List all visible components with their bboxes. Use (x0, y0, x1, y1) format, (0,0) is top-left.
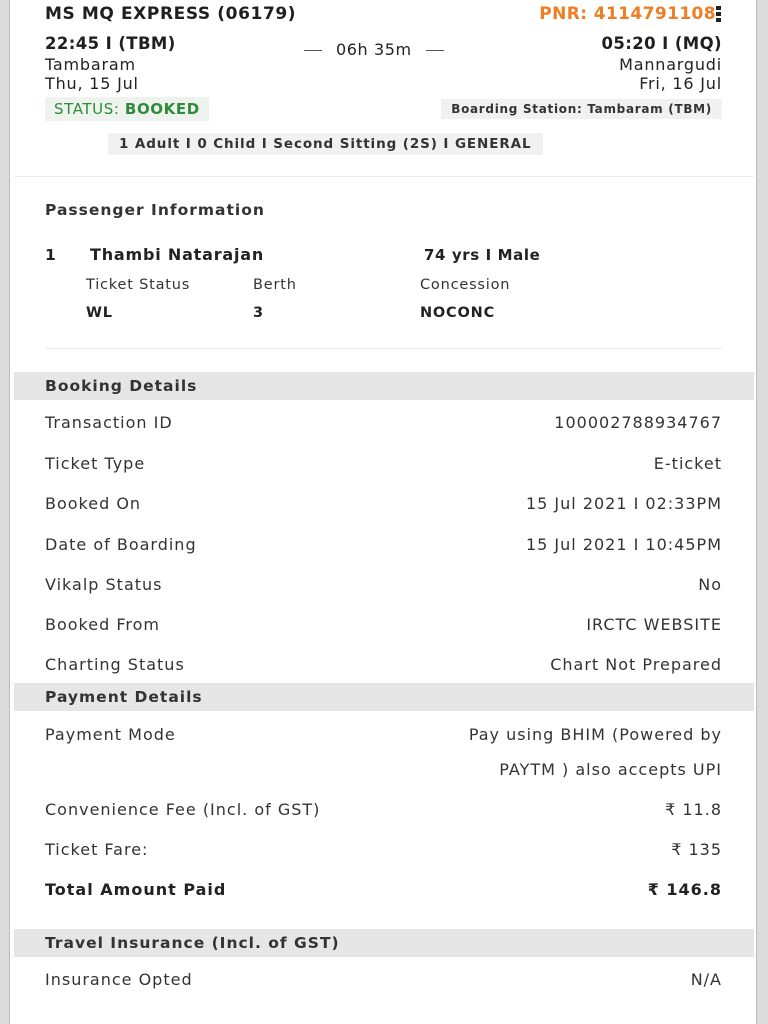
screen-left-edge (0, 0, 10, 1024)
total-amount-value: ₹ 146.8 (647, 880, 722, 899)
duration-text: 06h 35m (336, 40, 412, 59)
arrival-date: Fri, 16 Jul (639, 74, 722, 93)
passenger-summary: 1 Adult I 0 Child I Second Sitting (2S) I GENERAL (108, 133, 543, 155)
concession-value: NOCONC (420, 305, 496, 321)
status-label: STATUS: (54, 100, 120, 118)
divider (45, 348, 722, 349)
convenience-fee-value: ₹ 11.8 (665, 800, 722, 819)
booked-from-value: IRCTC WEBSITE (586, 615, 722, 634)
booked-from-label: Booked From (45, 615, 160, 634)
journey-duration (290, 40, 458, 59)
booked-on-value: 15 Jul 2021 I 02:33PM (525, 494, 722, 513)
more-options-icon[interactable] (716, 6, 721, 24)
berth-header: Berth (253, 277, 297, 293)
passenger-age-gender: 74 yrs I Male (424, 246, 541, 264)
charting-status-label: Charting Status (45, 655, 185, 674)
departure-date: Thu, 15 Jul (45, 74, 139, 93)
convenience-fee-label: Convenience Fee (Incl. of GST) (45, 800, 321, 819)
vikalp-status-label: Vikalp Status (45, 575, 163, 594)
concession-header: Concession (420, 277, 511, 293)
arrival-time: 05:20 I (MQ) (601, 34, 722, 53)
payment-mode-label: Payment Mode (45, 725, 176, 744)
departure-time: 22:45 I (TBM) (45, 34, 176, 53)
insurance-header (14, 929, 754, 957)
passenger-section-title: Passenger Information (45, 201, 265, 219)
insurance-opted-value: N/A (690, 970, 722, 989)
payment-mode-value-line1: Pay using BHIM (Powered by (468, 725, 722, 744)
departure-station: Tambaram (45, 55, 136, 74)
ticket-status-value: WL (86, 305, 113, 321)
charting-status-value: Chart Not Prepared (550, 655, 722, 674)
vikalp-status-value: No (698, 575, 722, 594)
arrival-station: Mannargudi (619, 55, 722, 74)
divider (14, 176, 754, 177)
status-badge (45, 97, 209, 121)
ticket-type-label: Ticket Type (45, 454, 146, 473)
ticket-fare-value: ₹ 135 (671, 840, 722, 859)
passenger-index: 1 (45, 246, 56, 264)
boarding-station: Boarding Station: Tambaram (TBM) (441, 99, 722, 119)
booking-details-title: Booking Details (45, 377, 198, 395)
booking-details-header (14, 372, 754, 400)
passenger-name: Thambi Natarajan (90, 245, 265, 264)
date-of-boarding-label: Date of Boarding (45, 535, 197, 554)
ticket-status-header: Ticket Status (86, 277, 191, 293)
insurance-title: Travel Insurance (Incl. of GST) (45, 934, 340, 952)
payment-mode-value-line2: PAYTM ) also accepts UPI (499, 760, 722, 779)
train-name: MS MQ EXPRESS (06179) (45, 4, 297, 24)
payment-details-title: Payment Details (45, 688, 203, 706)
screen-right-edge (756, 0, 768, 1024)
payment-details-header (14, 683, 754, 711)
berth-value: 3 (253, 305, 264, 321)
total-amount-label: Total Amount Paid (45, 880, 227, 899)
insurance-opted-label: Insurance Opted (45, 970, 193, 989)
ticket-type-value: E-ticket (653, 454, 722, 473)
ticket-fare-label: Ticket Fare: (45, 840, 149, 859)
pnr-number: PNR: 4114791108 (539, 4, 716, 24)
booked-on-label: Booked On (45, 494, 142, 513)
transaction-id-value: 100002788934767 (554, 413, 722, 432)
transaction-id-label: Transaction ID (45, 413, 173, 432)
status-value: BOOKED (124, 100, 200, 118)
date-of-boarding-value: 15 Jul 2021 I 10:45PM (525, 535, 722, 554)
